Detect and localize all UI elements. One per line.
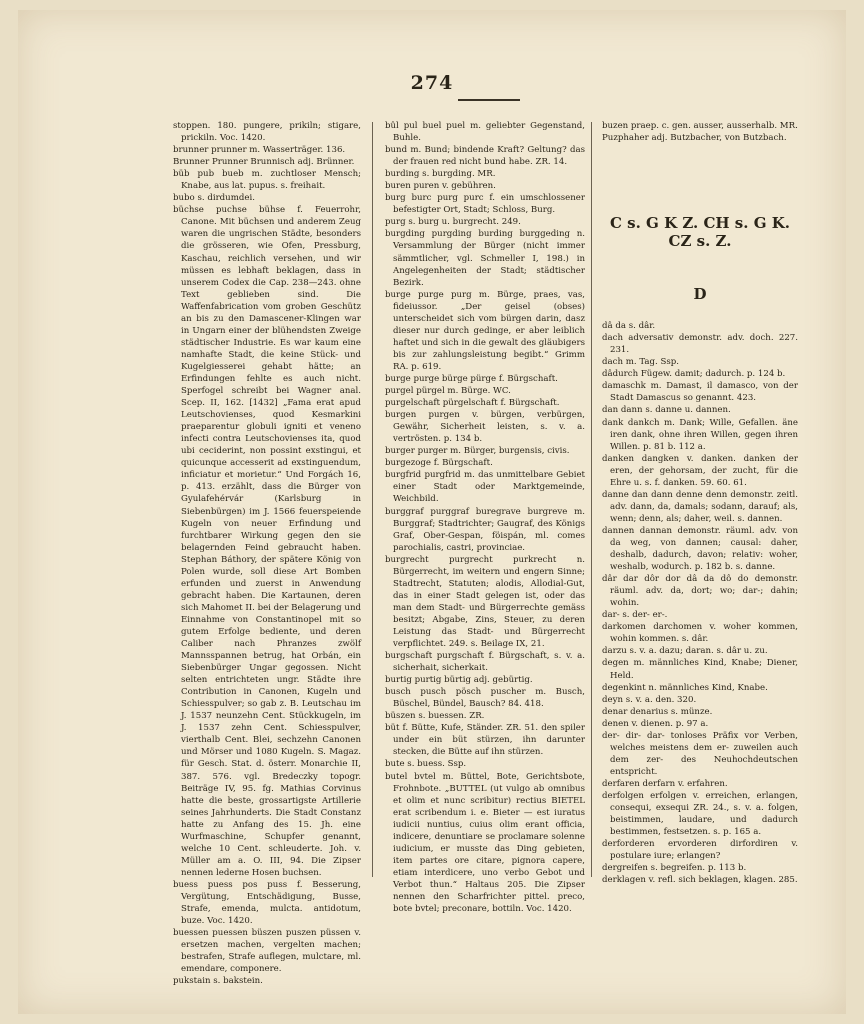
letter-heading: D bbox=[693, 285, 707, 304]
dictionary-entry: dar- s. der- er-. bbox=[602, 610, 668, 621]
book-page bbox=[18, 10, 846, 1014]
dictionary-entry: burding s. burgding. MR. bbox=[385, 169, 496, 180]
dictionary-entry: buess puess pos puss f. Besserung, Vergütung, Entschädigung, Busse, Strafe, emenda, mulcta. antidotum, buze. Voc. 1420. bbox=[173, 879, 361, 927]
dictionary-entry: purgelschaft pürgelschaft f. Bürgschaft. bbox=[385, 398, 560, 409]
dictionary-entry: brunner prunner m. Wasserträger. 136. bbox=[173, 145, 346, 156]
dictionary-entry: burtig purtig bürtig adj. gebürtig. bbox=[385, 675, 533, 686]
dictionary-entry: buzen praep. c. gen. ausser, ausserhalb. MR. bbox=[602, 121, 798, 131]
dictionary-entry: dâdurch Fügew. damit; dadurch. p. 124 b. bbox=[602, 369, 786, 380]
column-right bbox=[602, 120, 798, 886]
dictionary-entry: burgding purgding burding burggeding n. Versammlung der Bürger (nicht immer sämmtlicher, vgl. Schmeller I, 198.) in Angelegenheiten der Stadt; städtischer Bezirk. bbox=[385, 229, 585, 288]
dictionary-entry: buren puren v. gebühren. bbox=[385, 181, 496, 192]
section-heading: C s. G K Z. CH s. G K. bbox=[610, 214, 790, 233]
dictionary-entry: darkomen darchomen v. woher kommen, wohin kommen. s. dâr. bbox=[602, 622, 798, 645]
dictionary-entry: purgel pürgel m. Bürge. WC. bbox=[385, 386, 511, 397]
dictionary-entry: burge purge purg m. Bürge, praes, vas, fideiussor. „Der geisel (obses) unterscheidet sich vom bürgen darin, dasz dieser nur durch gedinge, er aber leiblich haftet und sich in die gewalt des gläubigers bis zur zahlungsleistung begibt.“ Grimm RA. p. 619. bbox=[385, 289, 585, 372]
dictionary-entry: danne dan dann denne denn demonstr. zeitl. adv. dann, da, damals; sodann, darauf; als, wenn; denn, als; daher, weil. s. dannen. bbox=[602, 489, 798, 524]
column-left bbox=[173, 120, 361, 987]
dictionary-entry: der- dir- dar- tonloses Präfix vor Verben, welches meistens dem er- zuweilen auch dem zer- des Neuhochdeutschen entspricht. bbox=[602, 730, 798, 777]
section-heading: CZ s. Z. bbox=[668, 232, 732, 251]
dictionary-entry: dannen dannan demonstr. räuml. adv. von da weg, von dannen; causal: daher, deshalb, dadurch, davon; relativ: woher, weshalb, wodurch. p. 182 b. s. danne. bbox=[602, 525, 798, 573]
dictionary-entry: Brunner Prunner Brunnisch adj. Brünner. bbox=[173, 157, 355, 168]
dictionary-entry: derklagen v. refl. sich beklagen, klagen. 285. bbox=[602, 875, 798, 886]
dictionary-entry: darzu s. v. a. dazu; daran. s. dâr u. zu. bbox=[602, 646, 768, 657]
dictionary-entry: Puzphaher adj. Butzbacher, von Butzbach. bbox=[602, 133, 787, 144]
dictionary-entry: bûl pul buel puel m. geliebter Gegenstand, Buhle. bbox=[385, 121, 585, 144]
dictionary-entry: butel bvtel m. Büttel, Bote, Gerichtsbote, Frohnbote. „BUTTEL (ut vulgo ab omnibus et olim et nunc scribitur) rectius BIETEL erat scribendum i. e. Bieter — est iuratus iudicii nuntius, cuius olim erant officia, indicere, denuntiare se proclamare solenne iudicium, er musste das Ding gebieten, item partes ore citare, pignora capere, etiam interdicere, uno verbo Gebot und Verbot thun.“ Haltaus 205. Die Zipser nennen den Scharfrichter pittel. preco, bote bvtel; preconare, bottiln. Voc. 1420. bbox=[385, 771, 585, 915]
dictionary-entry: dank dankch m. Dank; Wille, Gefallen. äne iren dank, ohne ihren Willen, gegen ihren Willen. p. 81 b. 112 a. bbox=[602, 417, 798, 452]
dictionary-entry: burgezoge f. Bürgschaft. bbox=[385, 458, 493, 469]
dictionary-entry: degenkint n. männliches Kind, Knabe. bbox=[602, 682, 768, 693]
dictionary-entry: burggraf purggraf buregrave burgreve m. Burggraf; Stadtrichter; Gaugraf, des Königs Graf, Ober-Gespan, föispán, ml. comes parochialis, castri, provinciae. bbox=[385, 506, 585, 553]
dictionary-entry: burgrecht purgrecht purkrecht n. Bürgerrecht, im weitern und engern Sinne; Stadtrecht, Statuten; alodis, Allodial-Gut, das in einer Stadt gelegen ist, oder das man dem Stadt- und Bürgerrechte gemäss besitzt; Abgabe, Zins, Steuer, zu deren Leistung das Stadt- und Bürgerrecht verpflichtet. 249. s. Beilage IX, 21. bbox=[385, 554, 585, 650]
dictionary-entry: büchse puchse bühse f. Feuerrohr, Canone. Mit büchsen und anderem Zeug waren die ungrischen Städte, besonders die grösseren, wie Ofen, Pressburg, Kaschau, reichlich versehen, und wir müssen es lebhaft beklagen, dass in unserem Codex die Cap. 238—243. ohne Text geblieben sind. Die Waffenfabrication vom groben Geschütz an bis zu den Damascener-Klingen war in Ungarn einer der blühendsten Zweige städtischer Industrie. Es war kaum eine namhafte Stadt, die keine Stück- und Kugelgiesserei gehabt hätte; an Erfindungen fehlte es auch nicht. Sperfogel schreibt bei Wagner anal. Scep. II, 162. [1432] „Fama erat apud Leutschovienses, quod Kesmarkini praeparentur globuli igniti et veneno infecti contra Leutschovienses ita, quod ubi ceciderint, non possint exstingui, et quicunque accesserit ad exstinguendum, inficiatur et morietur.“ Und Forgách 16, p. 413. erzählt, dass die Bürger von Gyulafehérvár (Karlsburg in Siebenbürgen) im J. 1566 feuerspeiende Kugeln von neuer Erfindung und furchtbarer Wirkung gegen den sie belagernden Feind gebraucht haben. Stephan Báthory, der spätere König von Polen wurde, soll diese Art Bomben erfunden und zuerst in Anwendung gebracht haben. Die Kartaunen, deren sich Mahomet II. bei der Belagerung und Einnahme von Constantinopel mit so gutem Erfolge bediente, und deren Caliber nach Phranzes zwölf Mannsspannen betrug, hat Orbán, ein Siebenbürger Ungar gegossen. Nicht selten entrichteten ungr. Städte ihre Contribution in Canonen, Kugeln und Schiesspulver; so gab z. B. Leutschau im J. 1537 neunzehn Cent. Stückkugeln, im J. 1537 zehn Cent. Schiesspulver, vierthalb Cent. Blei, sechzehn Canonen und Mörser und 1080 Kugeln. S. Magaz. für Gesch. Stat. d. österr. Monarchie II, 387. 576. vgl. Bredeczky topogr. Beiträge IV, 95. fg. Mathias Corvinus hatte die beste, grossartigste Artillerie seines Jahrhunderts. Die Stadt Constanz hatte zu Anfang des 15. Jh. eine Wurfmaschine, Schupfer genannt, welche 10 Cent. schleuderte. Joh. v. Müller am a. O. III, 94. Die Zipser nennen ledernе Hosen buchsen. bbox=[173, 205, 361, 878]
dictionary-entry: dach adversativ demonstr. adv. doch. 227. 231. bbox=[602, 333, 798, 356]
dictionary-entry: derfaren derfarn v. erfahren. bbox=[602, 778, 728, 789]
dictionary-entry: büb pub bueb m. zuchtloser Mensch; Knabe, aus lat. pupus. s. freihait. bbox=[173, 169, 361, 192]
dictionary-entry: burger purger m. Bürger, burgensis, civis. bbox=[385, 446, 570, 457]
dictionary-entry: dach m. Tag. Ssp. bbox=[602, 357, 679, 368]
dictionary-entry: degen m. männliches Kind, Knabe; Diener, Held. bbox=[602, 658, 798, 681]
column-divider bbox=[372, 122, 373, 877]
dictionary-entry: büt f. Bütte, Kufe, Ständer. ZR. 51. den spiler under ein büt stürzen, ihn darunter stecken, die Bütte auf ihn stürzen. bbox=[385, 723, 585, 758]
dictionary-entry: burg burc purg purc f. ein umschlossener befestigter Ort, Stadt; Schloss, Burg. bbox=[385, 193, 585, 216]
dictionary-entry: denen v. dienen. p. 97 a. bbox=[602, 718, 709, 729]
dictionary-entry: burgfrid purgfrid m. das unmittelbare Gebiet einer Stadt oder Marktgemeinde, Weichbild. bbox=[385, 470, 585, 505]
dictionary-entry: burge purge bürge pürge f. Bürgschaft. bbox=[385, 373, 558, 384]
page-number-rule bbox=[458, 99, 520, 101]
dictionary-entry: stoppen. 180. pungere, prikiln; stigare, prickiln. Voc. 1420. bbox=[173, 121, 361, 144]
column-divider bbox=[591, 122, 592, 877]
dictionary-entry: danken dangken v. danken. danken der eren, der gehorsam, der zucht, für die Ehre u. s. f. danken. 59. 60. 61. bbox=[602, 453, 798, 488]
page-number: 274 bbox=[410, 72, 454, 94]
dictionary-entry: dergreifen s. begreifen. p. 113 b. bbox=[602, 863, 747, 874]
dictionary-entry: bund m. Bund; bindende Kraft? Geltung? das der frauen red nicht bund habe. ZR. 14. bbox=[385, 145, 585, 168]
dictionary-entry: bute s. buess. Ssp. bbox=[385, 759, 467, 770]
dictionary-entry: burgen purgen v. bürgen, verbürgen, Gewähr, Sicherheit leisten, s. v. a. vertrösten. p. 134 b. bbox=[385, 410, 585, 445]
dictionary-entry: bubo s. dirdumdei. bbox=[173, 193, 255, 204]
dictionary-entry: busch pusch pösch puscher m. Busch, Büschel, Bündel, Bausch? 84. 418. bbox=[385, 687, 585, 710]
column-middle bbox=[385, 120, 585, 915]
dictionary-entry: deyn s. v. a. den. 320. bbox=[602, 694, 697, 705]
dictionary-entry: dan dann s. danne u. dannen. bbox=[602, 405, 731, 416]
dictionary-entry: büszen s. buessen. ZR. bbox=[385, 711, 485, 722]
dictionary-entry: buessen puessen büszen puszen püssen v. ersetzen machen, vergelten machen; bestrafen, Strafe auflegen, mulctare, ml. emendare, componere. bbox=[173, 928, 361, 975]
dictionary-entry: dâr dar dôr dor dâ da dô do demonstr. räuml. adv. da, dort; wo; dar-; dahin; wohin. bbox=[602, 574, 798, 609]
dictionary-entry: derfolgen erfolgen v. erreichen, erlangen, consequi, exsequi ZR. 24., s. v. a. folgen, beistimmen, laudare, und dadurch bestimmen, festsetzen. s. p. 165 a. bbox=[602, 790, 798, 838]
dictionary-entry: damaschk m. Damast, il damasco, von der Stadt Damascus so genannt. 423. bbox=[602, 381, 798, 404]
dictionary-entry: burgschaft purgschaft f. Bürgschaft, s. v. a. sicherhait, sicherkait. bbox=[385, 651, 585, 674]
dictionary-entry: denar denarius s. münze. bbox=[602, 706, 713, 717]
dictionary-entry: derforderen ervorderen dirfordiren v. postulare iure; erlangen? bbox=[602, 839, 798, 862]
dictionary-entry: purg s. burg u. burgrecht. 249. bbox=[385, 217, 521, 228]
dictionary-entry: dâ da s. dâr. bbox=[602, 321, 656, 332]
dictionary-entry: pukstain s. bakstein. bbox=[173, 976, 263, 987]
